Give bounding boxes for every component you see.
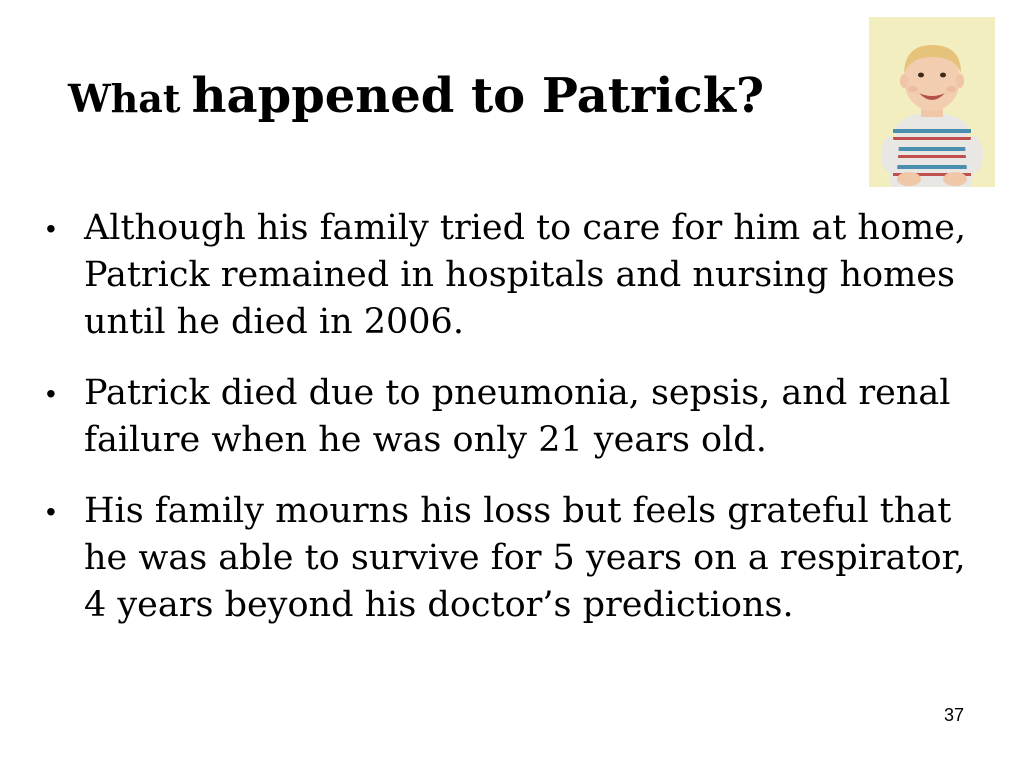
patrick-photo — [869, 17, 995, 187]
child-portrait-image — [869, 17, 995, 187]
title-rest: happened to Patrick? — [191, 68, 765, 124]
title-word-what: What — [68, 76, 181, 121]
bullet-list — [40, 205, 970, 653]
bullet-dot: • — [46, 213, 56, 244]
bullet-dot: • — [46, 496, 56, 527]
bullet-item — [40, 370, 970, 464]
bullet-text: His family mourns his loss but feels grateful that he was able to survive for 5 years on a respirator, 4 years beyond his doctor’s predictions. — [84, 491, 966, 625]
slide-title — [68, 68, 765, 124]
bullet-text: Although his family tried to care for him at home, Patrick remained in hospitals and nursing homes until he died in 2006. — [84, 208, 967, 342]
bullet-dot: • — [46, 378, 56, 409]
bullet-text: Patrick died due to pneumonia, sepsis, and renal failure when he was only 21 years old. — [84, 373, 951, 460]
bullet-item — [40, 488, 970, 629]
bullet-item — [40, 205, 970, 346]
page-number: 37 — [943, 705, 964, 725]
